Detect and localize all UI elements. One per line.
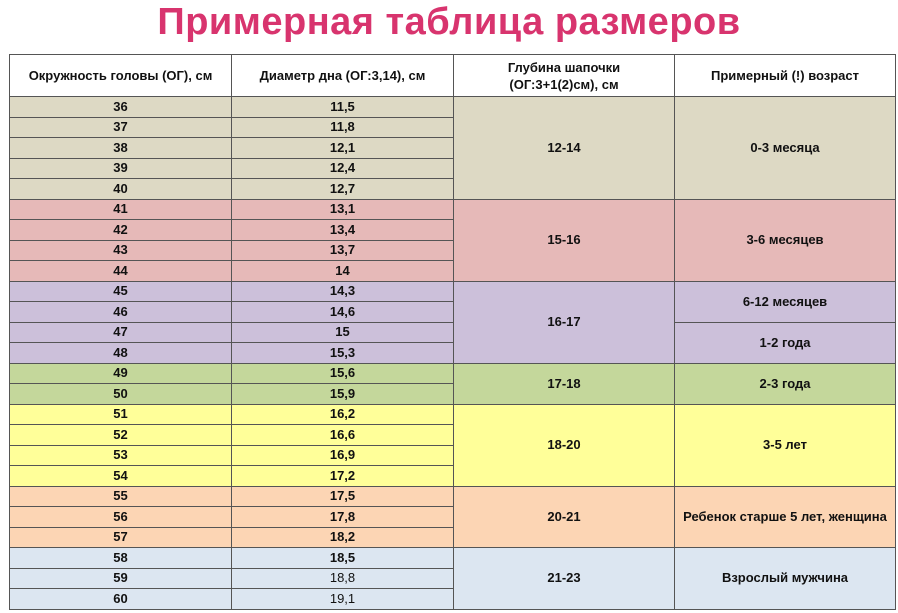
head-circumference-cell: 44: [10, 261, 232, 282]
head-circumference-cell: 48: [10, 343, 232, 364]
approx-age-cell: Взрослый мужчина: [675, 548, 896, 610]
approx-age-cell: 0-3 месяца: [675, 97, 896, 200]
head-circumference-cell: 55: [10, 486, 232, 507]
head-circumference-cell: 54: [10, 466, 232, 487]
bottom-diameter-cell: 17,2: [232, 466, 454, 487]
bottom-diameter-cell: 12,7: [232, 179, 454, 200]
head-circumference-cell: 52: [10, 425, 232, 446]
bottom-diameter-cell: 15,6: [232, 363, 454, 384]
head-circumference-cell: 43: [10, 240, 232, 261]
header-head-circumference: Окружность головы (ОГ), см: [10, 55, 232, 97]
bottom-diameter-cell: 14: [232, 261, 454, 282]
head-circumference-cell: 38: [10, 138, 232, 159]
hat-depth-cell: 16-17: [454, 281, 675, 363]
bottom-diameter-cell: 12,1: [232, 138, 454, 159]
bottom-diameter-cell: 19,1: [232, 589, 454, 610]
bottom-diameter-cell: 18,2: [232, 527, 454, 548]
bottom-diameter-cell: 13,4: [232, 220, 454, 241]
header-hat-depth-line2: (ОГ:3+1(2)см), см: [509, 76, 619, 92]
bottom-diameter-cell: 17,5: [232, 486, 454, 507]
header-hat-depth-line1: Глубина шапочки: [507, 59, 621, 75]
head-circumference-cell: 50: [10, 384, 232, 405]
head-circumference-cell: 59: [10, 568, 232, 589]
header-approx-age: Примерный (!) возраст: [675, 55, 896, 97]
head-circumference-cell: 40: [10, 179, 232, 200]
head-circumference-cell: 41: [10, 199, 232, 220]
head-circumference-cell: 42: [10, 220, 232, 241]
head-circumference-cell: 56: [10, 507, 232, 528]
size-table: [9, 54, 896, 610]
bottom-diameter-cell: 15,3: [232, 343, 454, 364]
bottom-diameter-cell: 14,6: [232, 302, 454, 323]
header-bottom-diameter: Диаметр дна (ОГ:3,14), см: [232, 55, 454, 97]
approx-age-cell: 6-12 месяцев: [675, 281, 896, 322]
bottom-diameter-cell: 13,1: [232, 199, 454, 220]
table-row: [10, 322, 896, 343]
approx-age-cell: 2-3 года: [675, 363, 896, 404]
hat-depth-cell: 15-16: [454, 199, 675, 281]
header-hat-depth: [454, 55, 675, 97]
head-circumference-cell: 53: [10, 445, 232, 466]
table-body: [10, 97, 896, 610]
bottom-diameter-cell: 18,5: [232, 548, 454, 569]
approx-age-cell: 1-2 года: [675, 322, 896, 363]
head-circumference-cell: 58: [10, 548, 232, 569]
table-row: [10, 363, 896, 384]
hat-depth-cell: 18-20: [454, 404, 675, 486]
head-circumference-cell: 51: [10, 404, 232, 425]
table-row: [10, 281, 896, 302]
hat-depth-cell: 12-14: [454, 97, 675, 200]
head-circumference-cell: 47: [10, 322, 232, 343]
bottom-diameter-cell: 11,5: [232, 97, 454, 118]
table-row: [10, 97, 896, 118]
head-circumference-cell: 57: [10, 527, 232, 548]
head-circumference-cell: 60: [10, 589, 232, 610]
table-row: [10, 404, 896, 425]
hat-depth-cell: 21-23: [454, 548, 675, 610]
head-circumference-cell: 45: [10, 281, 232, 302]
head-circumference-cell: 46: [10, 302, 232, 323]
bottom-diameter-cell: 18,8: [232, 568, 454, 589]
bottom-diameter-cell: 12,4: [232, 158, 454, 179]
bottom-diameter-cell: 15,9: [232, 384, 454, 405]
hat-depth-cell: 17-18: [454, 363, 675, 404]
bottom-diameter-cell: 16,2: [232, 404, 454, 425]
table-row: [10, 199, 896, 220]
head-circumference-cell: 49: [10, 363, 232, 384]
table-row: [10, 486, 896, 507]
bottom-diameter-cell: 16,9: [232, 445, 454, 466]
bottom-diameter-cell: 16,6: [232, 425, 454, 446]
bottom-diameter-cell: 13,7: [232, 240, 454, 261]
bottom-diameter-cell: 14,3: [232, 281, 454, 302]
head-circumference-cell: 37: [10, 117, 232, 138]
bottom-diameter-cell: 11,8: [232, 117, 454, 138]
header-row: [10, 55, 896, 97]
approx-age-cell: Ребенок старше 5 лет, женщина: [675, 486, 896, 548]
bottom-diameter-cell: 15: [232, 322, 454, 343]
head-circumference-cell: 36: [10, 97, 232, 118]
page-title: Примерная таблица размеров: [157, 1, 741, 43]
hat-depth-cell: 20-21: [454, 486, 675, 548]
approx-age-cell: 3-5 лет: [675, 404, 896, 486]
bottom-diameter-cell: 17,8: [232, 507, 454, 528]
table-row: [10, 548, 896, 569]
head-circumference-cell: 39: [10, 158, 232, 179]
approx-age-cell: 3-6 месяцев: [675, 199, 896, 281]
